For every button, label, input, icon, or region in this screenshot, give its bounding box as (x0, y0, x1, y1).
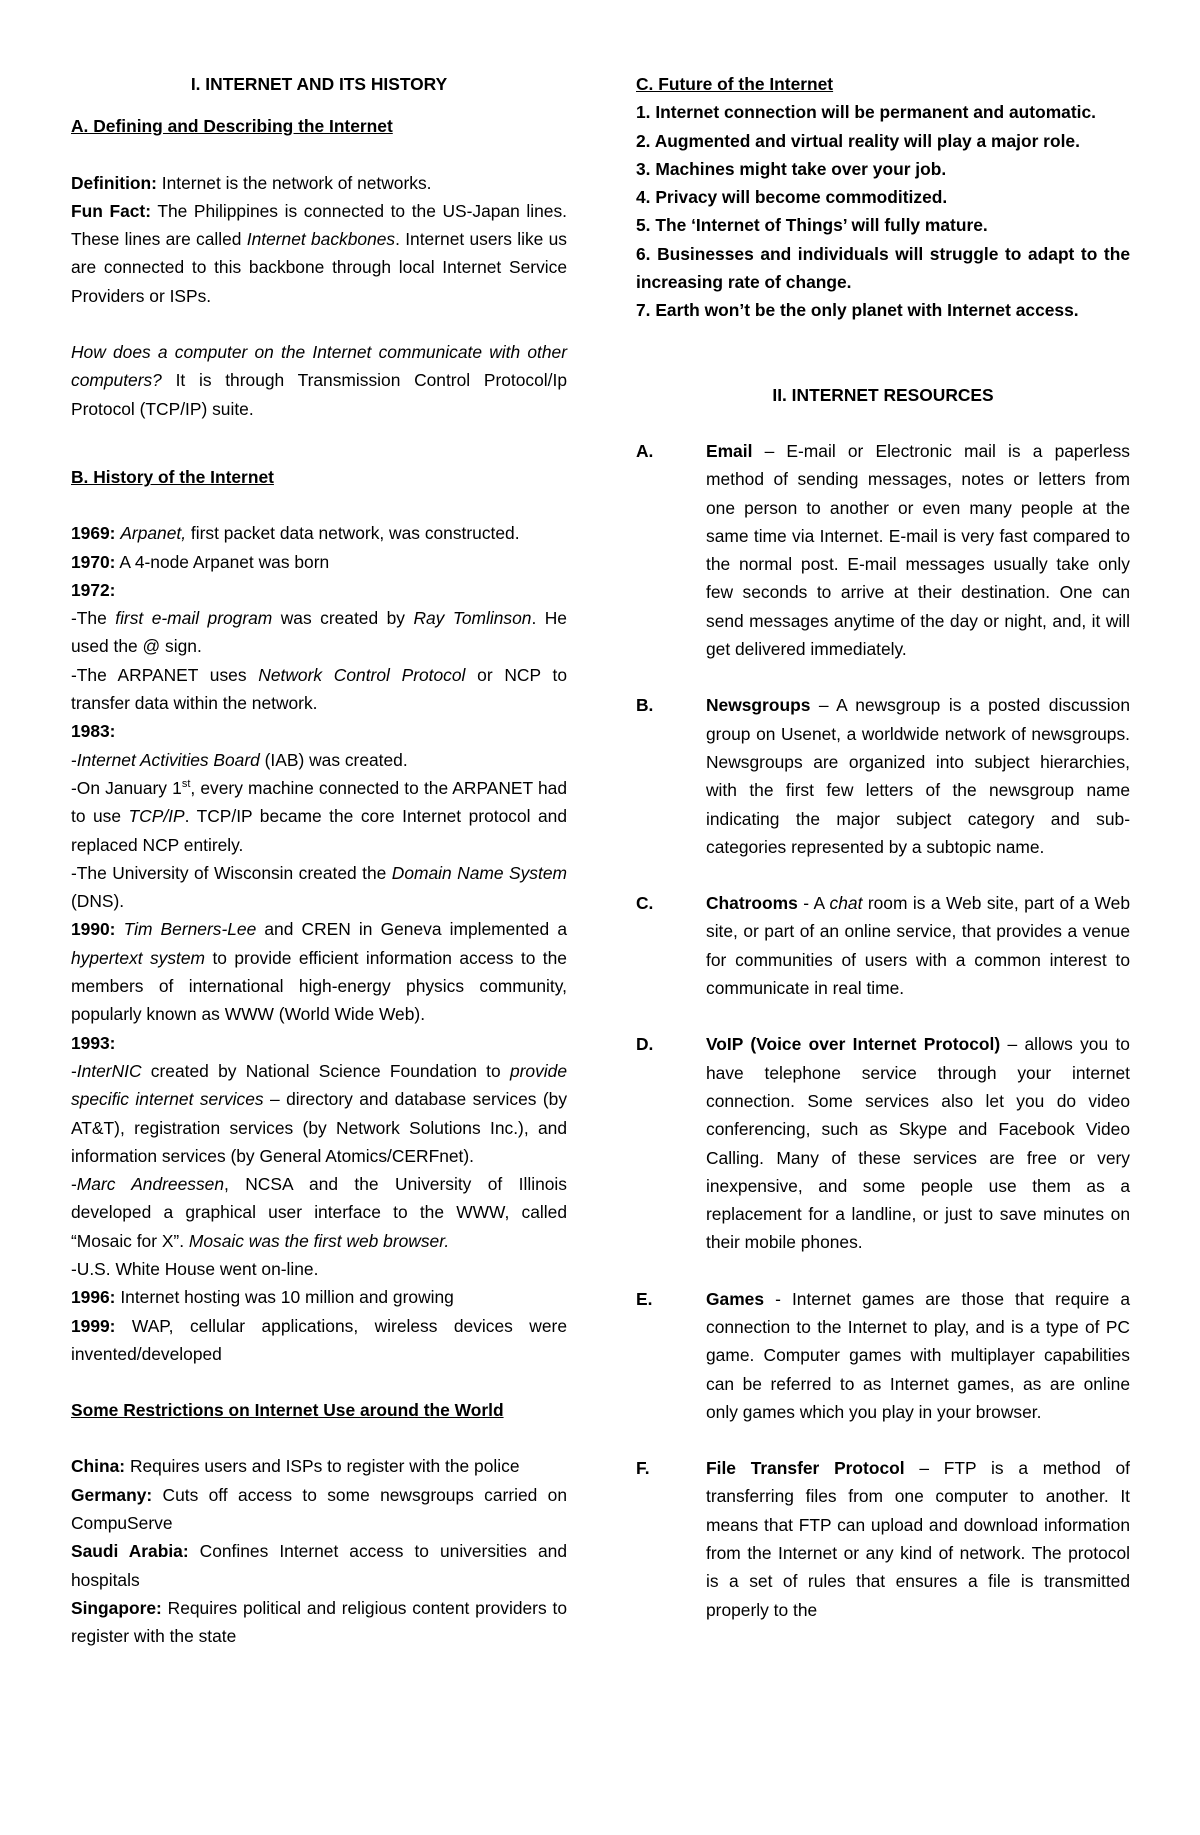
resource-label: VoIP (Voice over Internet Protocol) (706, 1034, 1001, 1055)
fun-fact-text-end: . Internet users like us are connected to this backbone through local Internet Service Providers or ISPs. (71, 229, 567, 306)
restriction-germany (71, 1481, 567, 1538)
country-label: China: (71, 1456, 126, 1477)
section-1-title: I. INTERNET AND ITS HISTORY (190, 74, 448, 94)
history-emphasis: Domain Name System (391, 862, 567, 883)
year-label: 1972: (71, 579, 116, 600)
history-emphasis: TCP/IP (128, 806, 185, 827)
resource-text: room is a Web site, part of a Web site, or part of an online service, that provides a venue for communities of users with a common interest to communicate in real time. (706, 893, 1131, 999)
country-label: Germany: (71, 1484, 153, 1505)
history-1983-dns (71, 859, 567, 916)
restriction-singapore (71, 1594, 567, 1651)
history-emphasis: Arpanet, (120, 523, 187, 544)
fun-fact-emphasis: Internet backbones (246, 229, 396, 250)
history-emphasis: provide specific internet services (71, 1060, 567, 1110)
resource-body (706, 437, 1130, 663)
fun-fact-label: Fun Fact: (71, 200, 152, 221)
history-emphasis: Mosaic was the first web browser. (188, 1230, 450, 1251)
resource-text: – FTP is a method of transferring files from one computer to another. It means that FTP can upload and download information from the Internet or any kind of network. The protocol is a set of rules that ensures a file is transmitted properly to the (706, 1458, 1131, 1620)
history-1993-mosaic (71, 1170, 567, 1255)
restriction-text: Confines Internet access to universities and hospitals (71, 1541, 567, 1590)
history-1990 (71, 915, 567, 1028)
history-emphasis: hypertext system (71, 947, 206, 968)
future-item: 4. Privacy will become commoditized. (636, 187, 948, 208)
history-emphasis: Internet Activities Board (76, 749, 260, 770)
history-1983-year (71, 717, 567, 745)
history-text: was created by (272, 608, 414, 629)
future-list (636, 98, 1130, 324)
left-column (71, 70, 567, 1651)
history-text: , every machine connected to the ARPANET had to use (71, 777, 567, 827)
resource-letter: C. (636, 893, 654, 914)
year-label: 1999: (71, 1315, 116, 1336)
history-text: A 4-node Arpanet was born (115, 551, 330, 572)
future-item: 5. The ‘Internet of Things’ will fully mature. (636, 215, 988, 236)
resource-letter: A. (636, 440, 654, 461)
history-text: -The University of Wisconsin created the (71, 862, 392, 883)
section-b-title: B. History of the Internet (71, 466, 274, 487)
restrictions-title: Some Restrictions on Internet Use around the World (71, 1400, 504, 1421)
history-text: - (71, 1060, 77, 1081)
resource-text: – E-mail or Electronic mail is a paperless method of sending messages, notes or letters from one person to another or even many people at the same time via Internet. E-mail is very fast compared to the normal post. E-mail messages usually take only few seconds to arrive at their destination. One can send messages anytime of the day or night, and, it will get delivered immediately. (706, 440, 1130, 660)
resource-label: Chatrooms (706, 893, 798, 914)
definition-label: Definition: (71, 172, 157, 193)
restriction-saudi-arabia (71, 1537, 567, 1594)
history-text: (DNS). (71, 891, 125, 912)
history-text: and CREN in Geneva implemented a (256, 919, 567, 940)
section-c-title: C. Future of the Internet (636, 74, 834, 94)
history-1993-year (71, 1029, 567, 1057)
future-item: 7. Earth won’t be the only planet with Internet access. (636, 300, 1079, 321)
restriction-text: Requires political and religious content providers to register with the state (71, 1597, 567, 1647)
history-text: -On January 1 (71, 777, 182, 798)
history-1972-email (71, 604, 567, 661)
resource-body (706, 1285, 1130, 1426)
history-text: (IAB) was created. (259, 749, 408, 770)
future-item: 1. Internet connection will be permanent and automatic. (636, 102, 1096, 123)
year-label: 1970: (71, 551, 116, 572)
future-item: 2. Augmented and virtual reality will play a major role. (636, 130, 1080, 151)
section-2-title: II. INTERNET RESOURCES (772, 384, 994, 405)
history-1996 (71, 1283, 567, 1311)
history-1983-tcpip (71, 774, 567, 859)
resource-letter: D. (636, 1034, 654, 1055)
resource-newsgroups (636, 691, 1130, 861)
resource-body (706, 691, 1130, 861)
future-item: 6. Businesses and individuals will struggle to adapt to the increasing rate of change. (636, 243, 1130, 293)
history-1972-year (71, 576, 567, 604)
tcp-question: How does a computer on the Internet communicate with other computers? (71, 342, 567, 391)
history-text: -The ARPANET uses (71, 664, 259, 685)
year-label: 1969: (71, 523, 116, 544)
history-1970 (71, 548, 567, 576)
history-1999 (71, 1312, 567, 1369)
history-text: WAP, cellular applications, wireless devices were invented/developed (71, 1315, 567, 1364)
resource-body (706, 1454, 1130, 1624)
fun-fact-text: The Philippines is connected to the US-Japan lines. These lines are called (71, 200, 568, 250)
fun-fact-paragraph (71, 197, 567, 310)
resource-text: – allows you to have telephone service through your internet connection. Some services also let you do video conferencing, such as Skype and Facebook Video Calling. Many of these services are free or very inexpensive, and some people use them as a replacement for a landline, or just to save minutes on their mobile phones. (706, 1034, 1130, 1253)
year-label: 1990: (71, 919, 116, 940)
history-text: . He used the @ sign. (71, 608, 567, 657)
history-text: Internet hosting was 10 million and growing (115, 1287, 454, 1308)
country-label: Saudi Arabia: (71, 1541, 189, 1562)
history-text: , NCSA and the University of Illinois developed a graphical user interface to the WWW, called “Mosaic for X”. (71, 1174, 567, 1251)
resource-voip (636, 1030, 1130, 1256)
resource-label: File Transfer Protocol (706, 1458, 905, 1479)
country-label: Singapore: (71, 1597, 162, 1618)
history-emphasis: InterNIC (76, 1060, 142, 1081)
history-1969 (71, 519, 567, 547)
resource-letter: F. (636, 1458, 650, 1479)
right-column (636, 70, 1130, 1624)
history-1972-ncp (71, 661, 567, 718)
tcp-question-paragraph (71, 338, 567, 423)
history-text: -The (71, 608, 116, 629)
history-text: first packet data network, was constructed. (186, 523, 520, 544)
resource-text: - A (797, 893, 830, 914)
history-1993-internic (71, 1057, 567, 1170)
resource-body (706, 889, 1130, 1002)
history-text: . TCP/IP became the core Internet protocol and replaced NCP entirely. (71, 806, 567, 855)
resource-games (636, 1285, 1130, 1426)
resource-emphasis: chat (829, 893, 863, 914)
resource-label: Email (706, 440, 753, 461)
history-1993-whitehouse: -U.S. White House went on-line. (71, 1258, 319, 1279)
resource-ftp (636, 1454, 1130, 1624)
history-text: or NCP to transfer data within the network. (71, 664, 567, 714)
year-label: 1993: (71, 1032, 116, 1053)
year-label: 1996: (71, 1287, 116, 1308)
definition-paragraph (71, 169, 567, 197)
history-emphasis: first e-mail program (115, 608, 273, 629)
history-emphasis: Marc Andreessen (76, 1174, 225, 1195)
restriction-text: Cuts off access to some newsgroups carried on CompuServe (71, 1484, 567, 1534)
resource-letter: E. (636, 1288, 653, 1309)
history-emphasis: Network Control Protocol (258, 664, 466, 685)
history-emphasis: Ray Tomlinson (413, 608, 532, 629)
restriction-china (71, 1452, 567, 1480)
restriction-text: Requires users and ISPs to register with the police (125, 1456, 520, 1477)
resource-label: Newsgroups (706, 695, 811, 716)
history-emphasis: Tim Berners-Lee (123, 919, 257, 940)
resource-email (636, 437, 1130, 663)
resource-label: Games (706, 1288, 765, 1309)
future-item: 3. Machines might take over your job. (636, 158, 947, 179)
history-text: to provide efficient information access to the members of international high-energy physics community, popularly known as WWW (World Wide Web). (71, 947, 567, 1025)
history-text: created by National Science Foundation to (141, 1060, 510, 1081)
resource-text: – A newsgroup is a posted discussion group on Usenet, a worldwide network of newsgroups. Newsgroups are organized into subject hierarchies, with the first few letters of the newsgroup name indicating the major subject category and sub-categories represented by a subtopic name. (706, 695, 1130, 857)
resource-body (706, 1030, 1130, 1256)
section-a-title: A. Defining and Describing the Internet (71, 116, 393, 137)
year-label: 1983: (71, 721, 116, 742)
history-text: – directory and database services (by AT&T), registration services (by Network Solutions Inc.), and information services (by General Atomics/CERFnet). (71, 1089, 568, 1166)
resource-letter: B. (636, 695, 654, 716)
history-1983-iab (71, 746, 567, 774)
definition-text: Internet is the network of networks. (156, 172, 432, 193)
ordinal-suffix: st (181, 778, 191, 791)
resource-chatrooms (636, 889, 1130, 1002)
tcp-answer: It is through Transmission Control Protocol/Ip Protocol (TCP/IP) suite. (71, 370, 567, 419)
resource-text: - Internet games are those that require a connection to the Internet to play, and is a type of PC game. Computer games with multiplayer capabilities can be referred to as Internet games, as are online only games which you play in your browser. (706, 1288, 1130, 1422)
history-text: - (71, 749, 77, 770)
history-text: - (71, 1174, 77, 1195)
